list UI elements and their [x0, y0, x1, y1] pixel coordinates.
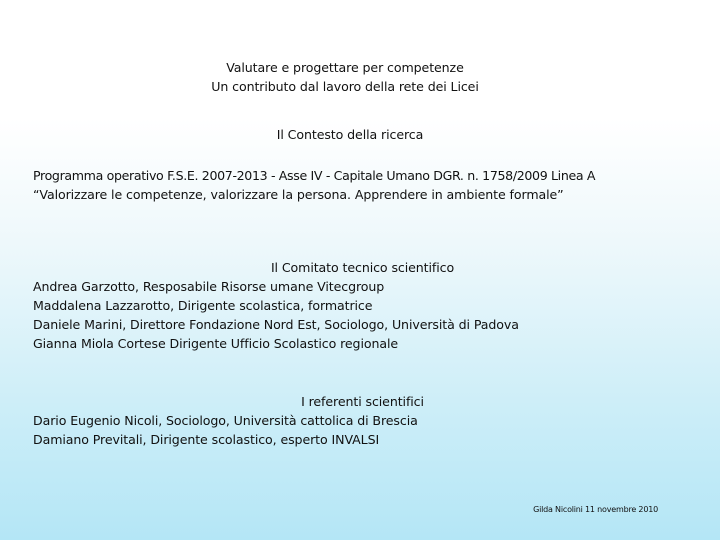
contesto-line: “Valorizzare le competenze, valorizzare la persona. Apprendere in ambiente formale”	[33, 187, 564, 202]
slide-subtitle: Un contributo dal lavoro della rete dei Licei	[211, 79, 479, 94]
comitato-member: Daniele Marini, Direttore Fondazione Nord Est, Sociologo, Università di Padova	[33, 317, 519, 332]
slide-footer: Gilda Nicolini 11 novembre 2010	[533, 505, 658, 514]
referenti-member: Damiano Previtali, Dirigente scolastico, esperto INVALSI	[33, 432, 380, 447]
referenti-member: Dario Eugenio Nicoli, Sociologo, Università cattolica di Brescia	[33, 413, 418, 428]
contesto-line: Programma operativo F.S.E. 2007-2013 - Asse IV - Capitale Umano DGR. n. 1758/2009 Linea A	[33, 168, 596, 183]
contesto-heading: Il Contesto della ricerca	[276, 127, 424, 142]
comitato-member: Maddalena Lazzarotto, Dirigente scolastica, formatrice	[33, 298, 373, 313]
referenti-heading: I referenti scientifici	[301, 394, 424, 409]
comitato-heading: Il Comitato tecnico scientifico	[270, 260, 455, 275]
slide-title: Valutare e progettare per competenze	[226, 60, 464, 75]
comitato-member: Gianna Miola Cortese Dirigente Ufficio Scolastico regionale	[33, 336, 398, 351]
comitato-member: Andrea Garzotto, Resposabile Risorse umane Vitecgroup	[33, 279, 385, 294]
